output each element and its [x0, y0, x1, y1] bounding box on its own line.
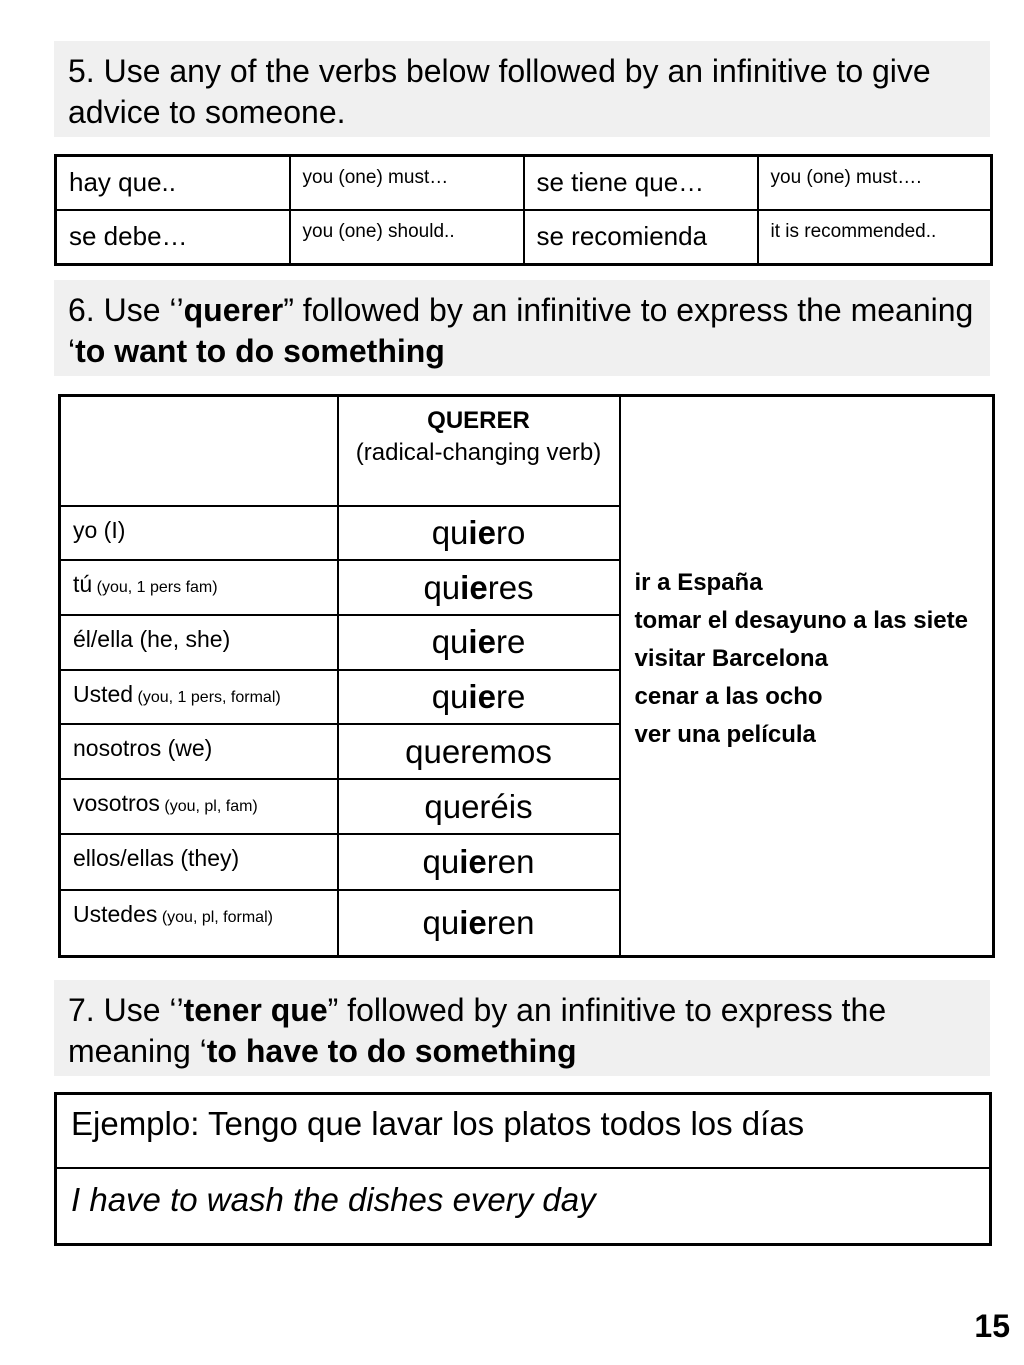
advice-phrase: se tiene que… [524, 156, 758, 211]
advice-meaning: you (one) should.. [290, 210, 524, 265]
advice-meaning: you (one) must…. [758, 156, 992, 211]
conjugation-cell: quiere [338, 670, 620, 724]
example-sentence: Ejemplo: Tengo que lavar los platos todos los días [57, 1095, 989, 1169]
pronoun-cell: Ustedes (you, pl, formal) [60, 890, 338, 956]
advice-phrase: se debe… [56, 210, 290, 265]
pronoun-cell: ellos/ellas (they) [60, 834, 338, 890]
querer-header: QUERER (radical-changing verb) [338, 396, 620, 507]
advice-verbs-table [54, 154, 993, 266]
advice-phrase: hay que.. [56, 156, 290, 211]
advice-meaning: you (one) must… [290, 156, 524, 211]
activity-list [620, 396, 994, 957]
pronoun-cell: vosotros (you, pl, fam) [60, 779, 338, 833]
advice-meaning: it is recommended.. [758, 210, 992, 265]
table-header-row [60, 396, 994, 507]
conjugation-cell: quiero [338, 506, 620, 560]
section5-instruction: 5. Use any of the verbs below followed by an infinitive to give advice to someone. [54, 41, 990, 137]
conjugation-cell: queréis [338, 779, 620, 833]
pronoun-cell: nosotros (we) [60, 724, 338, 779]
empty-header-cell [60, 396, 338, 507]
querer-conjugation-table [58, 394, 995, 958]
section6-instruction: 6. Use ‘’querer” followed by an infinitive to express the meaning ‘to want to do something [54, 280, 990, 376]
conjugation-cell: quiere [338, 615, 620, 670]
table-row [56, 210, 992, 265]
pronoun-cell: tú (you, 1 pers fam) [60, 560, 338, 614]
conjugation-cell: quieren [338, 890, 620, 956]
pronoun-cell: él/ella (he, she) [60, 615, 338, 670]
table-row [56, 156, 992, 211]
list-item: ver una película [634, 721, 816, 748]
pronoun-cell: Usted (you, 1 pers, formal) [60, 670, 338, 724]
list-item: visitar Barcelona [634, 645, 828, 672]
conjugation-cell: quieren [338, 834, 620, 890]
page-number: 15 [974, 1308, 1010, 1344]
example-translation: I have to wash the dishes every day [71, 1181, 596, 1218]
list-item: ir a España [634, 569, 763, 596]
advice-phrase: se recomienda [524, 210, 758, 265]
example-box [54, 1092, 992, 1246]
conjugation-cell: queremos [338, 724, 620, 779]
list-item: cenar a las ocho [634, 683, 823, 710]
list-item: tomar el desayuno a las siete [634, 607, 968, 634]
section7-instruction: 7. Use ‘’tener que” followed by an infinitive to express the meaning ‘to have to do something [54, 980, 990, 1076]
conjugation-cell: quieres [338, 560, 620, 614]
pronoun-cell: yo (I) [60, 506, 338, 560]
